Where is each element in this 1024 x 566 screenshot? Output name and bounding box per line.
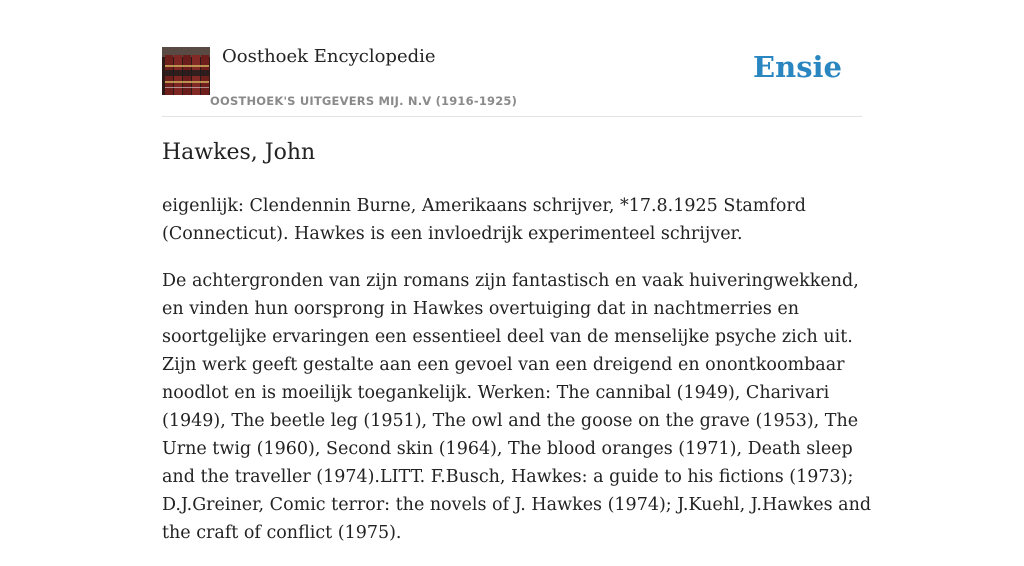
source-subtitle: OOSTHOEK'S UITGEVERS MIJ. N.V (1916-1925) — [210, 94, 518, 108]
entry-title: Hawkes, John — [162, 140, 316, 165]
book-spines-icon — [162, 47, 210, 95]
source-avatar[interactable] — [162, 47, 210, 95]
entry-body — [162, 192, 872, 566]
source-header — [162, 46, 862, 117]
source-title[interactable]: Oosthoek Encyclopedie — [222, 46, 436, 67]
ensie-logo-link[interactable]: Ensie — [753, 50, 842, 84]
entry-paragraph: De achtergronden van zijn romans zijn fantastisch en vaak huiveringwekkend, en vinden hun oorsprong in Hawkes overtuiging dat in nachtmerries en soortgelijke ervaringen een essentieel deel van de menselijke psyche zich uit. Zijn werk geeft gestalte aan een gevoel van een dreigend en onontkoombaar noodlot en is moeilijk toegankelijk. Werken: The cannibal (1949), Charivari (1949), The beetle leg (1951), The owl and the goose on the grave (1953), The Urne twig (1960), Second skin (1964), The blood oranges (1971), Death sleep and the traveller (1974).LITT. F.Busch, Hawkes: a guide to his fictions (1973); D.J.Greiner, Comic terror: the novels of J. Hawkes (1974); J.Kuehl, J.Hawkes and the craft of conflict (1975). — [162, 271, 872, 543]
entry-paragraph: eigenlijk: Clendennin Burne, Amerikaans schrijver, *17.8.1925 Stamford (Connecticut). Hawkes is een invloedrijk experimenteel schrijver. — [162, 196, 806, 244]
